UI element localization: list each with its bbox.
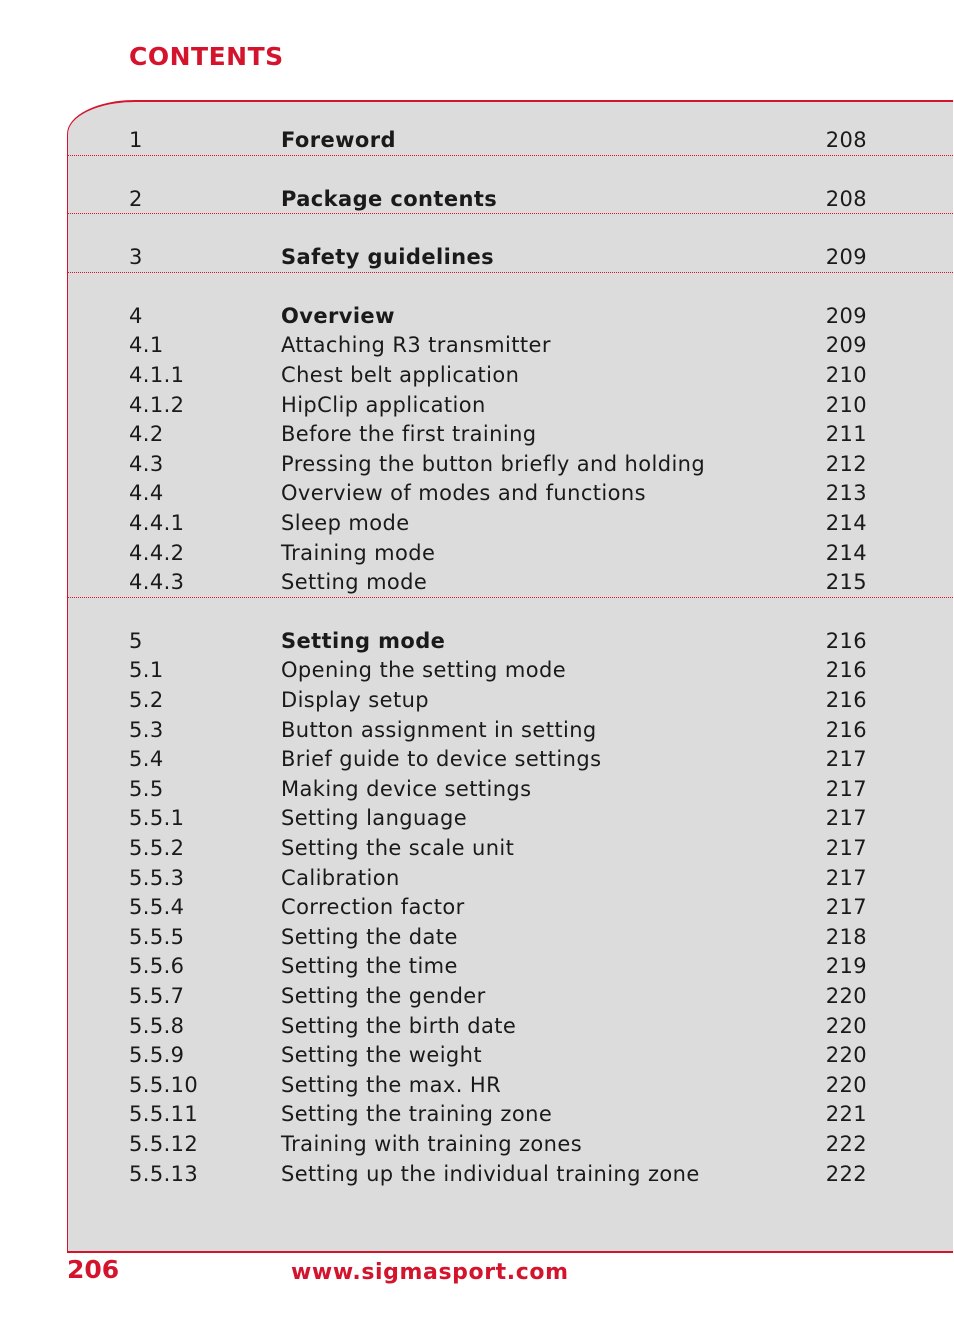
toc-section-number: 4.2	[129, 422, 164, 447]
toc-section-title: Opening the setting mode	[281, 658, 567, 683]
toc-entry-row[interactable]	[68, 981, 953, 1011]
section-divider	[68, 155, 953, 156]
toc-entry-row[interactable]	[68, 360, 953, 390]
toc-section-number: 4.4	[129, 481, 164, 506]
toc-entry-row[interactable]	[68, 478, 953, 508]
toc-section-title: Training mode	[281, 540, 436, 565]
toc-entry-row[interactable]	[68, 655, 953, 685]
toc-section-number: 4.4.1	[129, 511, 185, 535]
toc-page-number: 209	[825, 303, 867, 328]
toc-section-title: Setting the time	[281, 954, 458, 979]
toc-chapter-row[interactable]	[68, 125, 953, 155]
toc-page-number: 217	[825, 806, 867, 831]
section-divider	[68, 272, 953, 273]
toc-page-number: 221	[825, 1102, 867, 1127]
toc-section-title: Setting the scale unit	[281, 836, 515, 860]
toc-entry-row[interactable]	[68, 1011, 953, 1041]
toc-section-number: 4	[129, 303, 143, 328]
page-heading: CONTENTS	[129, 42, 284, 71]
toc-section-title: Pressing the button briefly and holding	[281, 451, 706, 476]
toc-page-number: 219	[825, 954, 867, 979]
toc-section-number: 4.3	[129, 451, 164, 476]
toc-page-number: 217	[825, 836, 867, 860]
toc-page-number: 208	[825, 186, 867, 211]
toc-section-title: Setting the gender	[281, 984, 486, 1008]
toc-entry-row[interactable]	[68, 715, 953, 745]
toc-section-number: 5.5.10	[129, 1072, 199, 1097]
toc-page-number: 211	[825, 422, 867, 447]
toc-section-number: 4.1.2	[129, 392, 185, 417]
toc-section-number: 5.5.7	[129, 984, 185, 1008]
toc-page-number: 214	[825, 511, 867, 535]
toc-section-number: 5.5	[129, 776, 164, 801]
toc-page-number: 214	[825, 540, 867, 565]
toc-page-number: 210	[825, 363, 867, 387]
toc-section-title: Training with training zones	[281, 1132, 583, 1156]
toc-section-number: 4.1	[129, 333, 164, 358]
toc-entry-row[interactable]	[68, 892, 953, 922]
toc-section-number: 5.5.13	[129, 1161, 199, 1186]
toc-page-number: 208	[825, 128, 867, 152]
toc-entry-row[interactable]	[68, 833, 953, 863]
toc-page-number: 216	[825, 658, 867, 683]
footer-website-link[interactable]: www.sigmasport.com	[291, 1260, 569, 1285]
toc-entry-row[interactable]	[68, 538, 953, 568]
toc-entry-row[interactable]	[68, 1129, 953, 1159]
toc-section-title: Chest belt application	[281, 363, 520, 387]
toc-page-number: 216	[825, 688, 867, 712]
toc-section-number: 5.2	[129, 688, 164, 712]
toc-section-title: Package contents	[281, 186, 498, 211]
toc-entry-row[interactable]	[68, 449, 953, 479]
toc-entry-row[interactable]	[68, 330, 953, 360]
toc-entry-row[interactable]	[68, 1070, 953, 1100]
toc-section-title: Calibration	[281, 865, 400, 890]
toc-section-title: Setting the training zone	[281, 1102, 553, 1127]
toc-page-number: 209	[825, 245, 867, 270]
toc-section-number: 5.5.2	[129, 836, 185, 860]
toc-entry-row[interactable]	[68, 1040, 953, 1070]
toc-page-number: 218	[825, 924, 867, 949]
toc-page-number: 222	[825, 1132, 867, 1156]
toc-page-number: 220	[825, 984, 867, 1008]
toc-chapter-row[interactable]	[68, 626, 953, 656]
toc-section-number: 3	[129, 245, 143, 270]
section-divider	[68, 597, 953, 598]
toc-section-title: Correction factor	[281, 895, 465, 920]
toc-section-number: 5.3	[129, 717, 164, 742]
toc-chapter-row[interactable]	[68, 242, 953, 272]
toc-chapter-row[interactable]	[68, 184, 953, 214]
toc-entry-row[interactable]	[68, 419, 953, 449]
table-of-contents	[67, 100, 953, 1253]
toc-section-title: Foreword	[281, 128, 396, 152]
toc-page-number: 220	[825, 1072, 867, 1097]
toc-section-title: Button assignment in setting	[281, 717, 597, 742]
toc-section-number: 5.1	[129, 658, 164, 683]
toc-section-number: 5.5.8	[129, 1013, 185, 1038]
toc-section-title: Setting the max. HR	[281, 1072, 502, 1097]
toc-section-number: 5.5.3	[129, 865, 185, 890]
toc-entry-row[interactable]	[68, 774, 953, 804]
toc-section-number: 1	[129, 128, 143, 152]
section-divider	[68, 213, 953, 214]
toc-section-title: Display setup	[281, 688, 430, 712]
toc-section-number: 5.5.1	[129, 806, 185, 831]
toc-chapter-row[interactable]	[68, 301, 953, 331]
toc-entry-row[interactable]	[68, 744, 953, 774]
toc-page-number: 222	[825, 1161, 867, 1186]
toc-section-title: Setting mode	[281, 570, 428, 595]
toc-section-number: 4.4.2	[129, 540, 185, 565]
toc-page-number: 217	[825, 747, 867, 772]
toc-page-number: 210	[825, 392, 867, 417]
toc-entry-row[interactable]	[68, 863, 953, 893]
toc-entry-row[interactable]	[68, 390, 953, 420]
toc-section-number: 5.5.6	[129, 954, 185, 979]
toc-section-number: 5.5.5	[129, 924, 185, 949]
toc-page-number: 217	[825, 776, 867, 801]
toc-section-title: Setting mode	[281, 628, 446, 653]
toc-section-number: 5.5.9	[129, 1043, 185, 1068]
toc-entry-row[interactable]	[68, 803, 953, 833]
toc-section-title: Making device settings	[281, 776, 532, 801]
toc-page-number: 216	[825, 717, 867, 742]
toc-section-title: Sleep mode	[281, 511, 410, 535]
toc-section-number: 5.5.12	[129, 1132, 199, 1156]
toc-section-title: Brief guide to device settings	[281, 747, 602, 772]
toc-page-number: 217	[825, 895, 867, 920]
toc-section-title: Setting language	[281, 806, 468, 831]
toc-section-number: 5.5.11	[129, 1102, 199, 1127]
toc-section-number: 4.4.3	[129, 570, 185, 595]
toc-page-number: 209	[825, 333, 867, 358]
toc-section-title: Setting up the individual training zone	[281, 1161, 700, 1186]
toc-entry-row[interactable]	[68, 1159, 953, 1189]
toc-section-title: Overview of modes and functions	[281, 481, 646, 506]
toc-entry-row[interactable]	[68, 922, 953, 952]
toc-entry-row[interactable]	[68, 1099, 953, 1129]
toc-section-number: 2	[129, 186, 143, 211]
toc-page-number: 216	[825, 628, 867, 653]
toc-section-title: Setting the weight	[281, 1043, 483, 1068]
toc-section-title: HipClip application	[281, 392, 486, 417]
toc-page-number: 220	[825, 1043, 867, 1068]
toc-section-number: 4.1.1	[129, 363, 185, 387]
toc-section-title: Overview	[281, 303, 395, 328]
toc-entry-row[interactable]	[68, 685, 953, 715]
toc-section-title: Safety guidelines	[281, 245, 495, 270]
toc-section-title: Attaching R3 transmitter	[281, 333, 551, 358]
toc-page-number: 215	[825, 570, 867, 595]
toc-section-title: Setting the date	[281, 924, 458, 949]
toc-page-number: 212	[825, 451, 867, 476]
toc-entry-row[interactable]	[68, 567, 953, 597]
toc-section-title: Before the first training	[281, 422, 537, 447]
toc-section-number: 5.4	[129, 747, 164, 772]
toc-page-number: 220	[825, 1013, 867, 1038]
toc-section-title: Setting the birth date	[281, 1013, 517, 1038]
toc-entry-row[interactable]	[68, 951, 953, 981]
toc-page-number: 217	[825, 865, 867, 890]
footer-page-number: 206	[67, 1255, 120, 1284]
toc-section-number: 5	[129, 628, 143, 653]
toc-page-number: 213	[825, 481, 867, 506]
toc-section-number: 5.5.4	[129, 895, 185, 920]
toc-entry-row[interactable]	[68, 508, 953, 538]
